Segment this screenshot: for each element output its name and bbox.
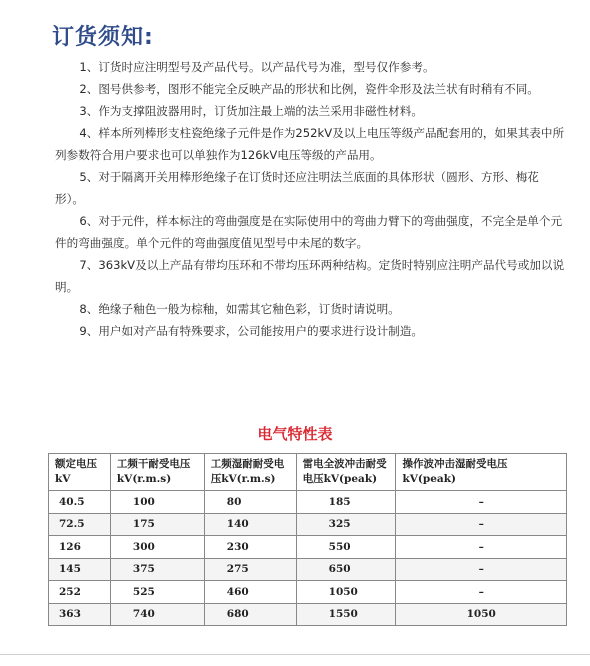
table-title: 电气特性表 [257,425,333,443]
note-item: 7、363kV及以上产品有带均压环和不带均压环两种结构。定货时特别应注明产品代号或加以说明。 [55,258,565,294]
note-item: 4、样本所列棒形支柱瓷绝缘子元件是作为252kV及以上电压等级产品配套用的，如果其表中所列参数符合用户要求也可以单独作为126kV电压等级的产品用。 [55,126,565,162]
header-lightning-impulse: 雷电全波冲击耐受电压kV(peak) [296,454,396,491]
table-cell: 525 [110,581,204,604]
table-cell: 375 [110,558,204,581]
table-cell: 460 [204,581,296,604]
table-cell: 72.5 [49,513,111,536]
table-cell: 275 [204,558,296,581]
table-cell: 1050 [396,603,567,626]
table-cell: 650 [296,558,396,581]
table-cell: 100 [110,491,204,514]
table-header-row [49,454,567,491]
table-cell: – [396,491,567,514]
note-item: 1、订货时应注明型号及产品代号。以产品代号为准，型号仅作参考。 [79,60,435,74]
table-row [49,513,567,536]
table-cell: 740 [110,603,204,626]
table-row [49,603,567,626]
table-cell: 126 [49,536,111,559]
table-cell: 300 [110,536,204,559]
header-rated-voltage: 额定电压kV [49,454,111,491]
table-cell: 230 [204,536,296,559]
page-title: 订货须知: [52,25,154,50]
table-cell: 145 [49,558,111,581]
bottom-divider [0,654,590,655]
table-cell: – [396,513,567,536]
table-row [49,581,567,604]
table-cell: 1050 [296,581,396,604]
table-cell: 325 [296,513,396,536]
table-cell: 185 [296,491,396,514]
table-cell: 80 [204,491,296,514]
table-cell: 175 [110,513,204,536]
note-item: 9、用户如对产品有特殊要求，公司能按用户的要求进行设计制造。 [79,324,423,338]
table-cell: 550 [296,536,396,559]
header-power-frequency-dry: 工频干耐受电压kV(r.m.s) [110,454,204,491]
header-power-frequency-wet: 工频湿耐耐受电压kV(r.m.s) [204,454,296,491]
table-cell: 680 [204,603,296,626]
note-item: 5、对于隔离开关用棒形绝缘子在订货时还应注明法兰底面的具体形状（圆形、方形、梅花形）。 [55,170,539,206]
electrical-characteristics-table [48,453,567,626]
ordering-notes [55,56,565,342]
table-cell: 140 [204,513,296,536]
table-row [49,558,567,581]
table-cell: 252 [49,581,111,604]
table-cell: – [396,558,567,581]
note-item: 8、绝缘子釉色一般为棕釉，如需其它釉色彩，订货时请说明。 [79,302,400,316]
table-cell: – [396,536,567,559]
note-item: 3、作为支撑阻波器用时，订货加注最上端的法兰采用非磁性材料。 [79,104,423,118]
table-cell: – [396,581,567,604]
table-cell: 363 [49,603,111,626]
table-cell: 1550 [296,603,396,626]
table-cell: 40.5 [49,491,111,514]
note-item: 6、对于元件，样本标注的弯曲强度是在实际使用中的弯曲力臂下的弯曲强度，不完全是单个元件的弯曲强度。单个元件的弯曲强度值见型号中未尾的数字。 [55,214,563,250]
header-switching-impulse: 操作波冲击湿耐受电压kV(peak) [396,454,567,491]
table-row [49,491,567,514]
table-row [49,536,567,559]
note-item: 2、图号供参考，图形不能完全反映产品的形状和比例，瓷件伞形及法兰状有时稍有不同。 [79,82,539,96]
